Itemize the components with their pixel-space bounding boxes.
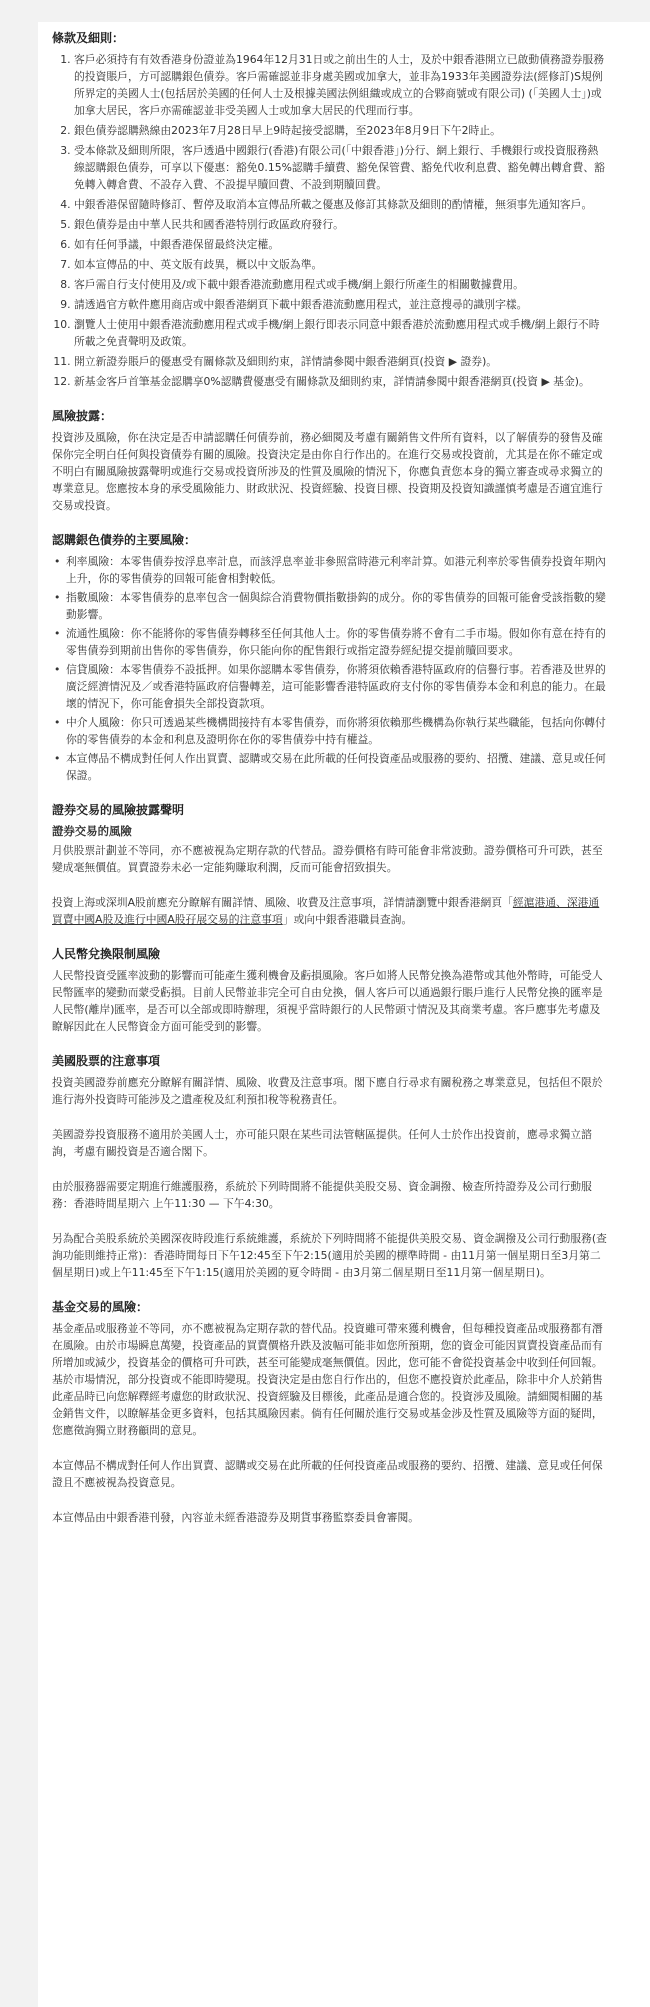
main-risks-heading: 認購銀色債券的主要風險： [52, 533, 197, 547]
risk-item: • 利率風險：本零售債券按浮息率計息，而該浮息率並非參照當時港元利率計算。如港元利率於零售債券投資年期內上升，你的零售債券的回報可能會相對較低。 [66, 553, 608, 587]
connect-prefix: 投資上海或深圳A股前應充分瞭解有關詳情、風險、收費及注意事項，詳情請瀏覽中銀香港網頁「 [52, 896, 513, 909]
fund-heading: 基金交易的風險： [52, 1300, 149, 1314]
risk-disclosure-section [52, 408, 608, 514]
terms-item: 2. 銀色債券認購熱線由2023年7月28日早上9時起接受認購，至2023年8月9日下午2時止。 [74, 122, 608, 139]
main-risks-list [52, 553, 608, 784]
terms-item: 9. 請透過官方軟件應用商店或中銀香港網頁下載中銀香港流動應用程式，並注意搜尋的識別字樣。 [74, 296, 608, 313]
terms-item: 10. 瀏覽人士使用中銀香港流動應用程式或手機/網上銀行即表示同意中銀香港於流動應用程式或手機/網上銀行不時所載之免責聲明及政策。 [74, 316, 608, 350]
terms-item: 4. 中銀香港保留隨時修訂、暫停及取消本宣傳品所載之優惠及修訂其條款及細則的酌情權，無須事先通知客戶。 [74, 196, 608, 213]
connect-notes-link[interactable]: 經滬港通、深港通買賣中國A股及進行中國A股孖展交易的注意事項 [52, 896, 600, 926]
risk-disclosure-body: 投資涉及風險，你在決定是否申請認購任何債券前，務必細閱及考慮有關銷售文件所有資料，以了解債券的發售及確保你完全明白任何與投資債券有關的風險。投資決定是由你自行作出的。在進行交易或投資前，尤其是在你不確定或不明白有關風險披露聲明或進行交易或投資所涉及的性質及風險的情況下，你應負責您本身的獨立審查或尋求獨立的專業意見。您應按本身的承受風險能力、財政狀況、投資經驗、投資目標、投資期及投資知識謹慎考慮是否適宜進行交易或投資。 [52, 431, 603, 512]
terms-item: 12. 新基金客戶首筆基金認購享0%認購費優惠受有關條款及細則約束，詳情請參閱中銀香港網頁(投資 ▶ 基金)。 [74, 373, 608, 390]
terms-item: 3. 受本條款及細則所限，客戶透過中國銀行(香港)有限公司(「中銀香港」)分行、網上銀行、手機銀行或投資服務熱線認購銀色債券，可享以下優惠：豁免0.15%認購手續費、豁免保管費、豁免代收利息費、豁免轉出轉倉費、豁免轉入轉倉費、不設存入費、不設提早贖回費、不設到期贖回費。 [74, 142, 608, 193]
disclaimer-content [52, 30, 608, 1526]
us-stocks-paragraph: 另為配合美股系統於美國深夜時段進行系統維護，系統於下列時間將不能提供美股交易、資金調撥及公司行動服務(查詢功能則維持正常)：香港時間每日下午12:45至下午2:15(適用於美國的標準時間 - 由11月第一個星期日至3月第二個星期日)或上午11:45至下午1:15(適用於美國的夏令時間 - 由3月第二個星期日至11月第一個星期日)。 [52, 1232, 607, 1279]
securities-body: 月供股票計劃並不等同，亦不應被視為定期存款的代替品。證券價格有時可能會非常波動。證券價格可升可跌，甚至變成毫無價值。買賣證券未必一定能夠賺取利潤，反而可能會招致損失。 [52, 844, 603, 874]
fund-section [52, 1299, 608, 1526]
us-stocks-paragraph: 投資美國證券前應充分瞭解有關詳情、風險、收費及注意事項。閣下應自行尋求有關稅務之專業意見，包括但不限於進行海外投資時可能涉及之遺產稅及紅利預扣稅等稅務責任。 [52, 1076, 603, 1106]
us-stocks-paragraph: 美國證券投資服務不適用於美國人士，亦可能只限在某些司法管轄區提供。任何人士於作出投資前，應尋求獨立諮詢，考慮有關投資是否適合閣下。 [52, 1128, 592, 1158]
terms-item: 8. 客戶需自行支付使用及/或下載中銀香港流動應用程式或手機/網上銀行所產生的相關數據費用。 [74, 276, 608, 293]
risk-item: • 中介人風險：你只可透過某些機構間接持有本零售債券，而你將須依賴那些機構為你執行某些職能，包括向你轉付你的零售債券的本金和利息及證明你在你的零售債券中持有權益。 [66, 714, 608, 748]
terms-item: 5. 銀色債券是由中華人民共和國香港特別行政區政府發行。 [74, 216, 608, 233]
rmb-heading: 人民幣兌換限制風險 [52, 947, 161, 961]
main-risks-section [52, 532, 608, 784]
terms-section [52, 30, 608, 390]
fund-body: 基金產品或服務並不等同，亦不應被視為定期存款的替代品。投資雖可帶來獲利機會，但每種投資產品或服務都有潛在風險。由於市場瞬息萬變，投資產品的買賣價格升跌及波幅可能非如您所預期，您的資金可能因買賣投資產品而有所增加或減少，投資基金的價格可升可跌，甚至可能變成毫無價值。因此，您可能不會從投資基金中收到任何回報。基於市場情況，部分投資或不能即時變現。投資決定是由您自行作出的，但您不應投資於此產品，除非中介人於銷售此產品時已向您解釋經考慮您的財政狀況、投資經驗及目標後，此產品是適合您的。投資涉及風險。請細閱相關的基金銷售文件，以瞭解基金更多資料，包括其風險因素。倘有任何關於進行交易或基金涉及性質及風險等方面的疑問，您應徵詢獨立財務顧問的意見。 [52, 1322, 603, 1437]
terms-item: 1. 客戶必須持有有效香港身份證並為1964年12月31日或之前出生的人士，及於中銀香港開立已啟動債務證券服務的投資賬戶，方可認購銀色債券。客戶需確認並非身處美國或加拿大，並非為1933年美國證券法(經修訂)S規例所界定的美國人士(包括居於美國的任何人士及根據美國法例組織或成立的合夥商號或有限公司) (「美國人士」)或加拿大居民，客戶亦需確認並非受美國人士或加拿大居民的代理而行事。 [74, 51, 608, 119]
connect-paragraph [52, 894, 608, 928]
rmb-body: 人民幣投資受匯率波動的影響而可能產生獲利機會及虧損風險。客戶如將人民幣兌換為港幣或其他外幣時，可能受人民幣匯率的變動而蒙受虧損。目前人民幣並非完全可自由兌換，個人客戶可以通過銀行賬戶進行人民幣兌換的匯率是人民幣(離岸)匯率，是否可以全部或即時辦理，須視乎當時銀行的人民幣頭寸情況及其商業考慮。客戶應事先考慮及瞭解因此在人民幣資金方面可能受到的影響。 [52, 969, 603, 1033]
connect-suffix: 」或向中銀香港職員查詢。 [282, 913, 413, 926]
us-stocks-heading: 美國股票的注意事項 [52, 1054, 161, 1068]
footer-disclaimer: 本宣傳品不構成對任何人作出買賣、認購或交易在此所載的任何投資產品或服務的要約、招攬、建議、意見或任何保證且不應被視為投資意見。 [52, 1459, 603, 1489]
risk-item: • 流通性風險：你不能將你的零售債券轉移至任何其他人士。你的零售債券將不會有二手市場。假如你有意在持有的零售債券到期前出售你的零售債券，你只能向你的配售銀行或指定證券經紀提交提前贖回要求。 [66, 625, 608, 659]
footer-issuer-note: 本宣傳品由中銀香港刊發，內容並未經香港證券及期貨事務監察委員會審閱。 [52, 1511, 420, 1524]
risk-item: • 信貸風險：本零售債券不設抵押。如果你認購本零售債券，你將須依賴香港特區政府的信譽行事。若香港及世界的廣泛經濟情況及／或香港特區政府信譽轉差，這可能影響香港特區政府支付你的零售債券本金和利息的能力。在最壞的情況下，你可能會損失全部投資款項。 [66, 661, 608, 712]
us-stocks-section [52, 1053, 608, 1281]
risk-item: • 指數風險：本零售債券的息率包含一個與綜合消費物價指數掛鈎的成分。你的零售債券的回報可能會受該指數的變動影響。 [66, 589, 608, 623]
terms-item: 6. 如有任何爭議，中銀香港保留最終決定權。 [74, 236, 608, 253]
rmb-section [52, 946, 608, 1035]
us-stocks-paragraph: 由於服務器需要定期進行維護服務，系統於下列時間將不能提供美股交易、資金調撥、檢查所持證券及公司行動服務：香港時間星期六 上午11:30 — 下午4:30。 [52, 1180, 592, 1210]
risk-item: • 本宣傳品不構成對任何人作出買賣、認購或交易在此所載的任何投資產品或服務的要約、招攬、建議、意見或任何保證。 [66, 750, 608, 784]
securities-subheading: 證券交易的風險 [52, 824, 132, 838]
securities-section [52, 802, 608, 928]
terms-list [52, 51, 608, 390]
risk-disclosure-heading: 風險披露： [52, 409, 113, 423]
securities-heading: 證券交易的風險披露聲明 [52, 803, 185, 817]
terms-item: 11. 開立新證券賬戶的優惠受有關條款及細則約束，詳情請參閱中銀香港網頁(投資 ▶ 證券)。 [74, 353, 608, 370]
terms-heading: 條款及細則： [52, 31, 125, 45]
terms-item: 7. 如本宣傳品的中、英文版有歧異，概以中文版為準。 [74, 256, 608, 273]
